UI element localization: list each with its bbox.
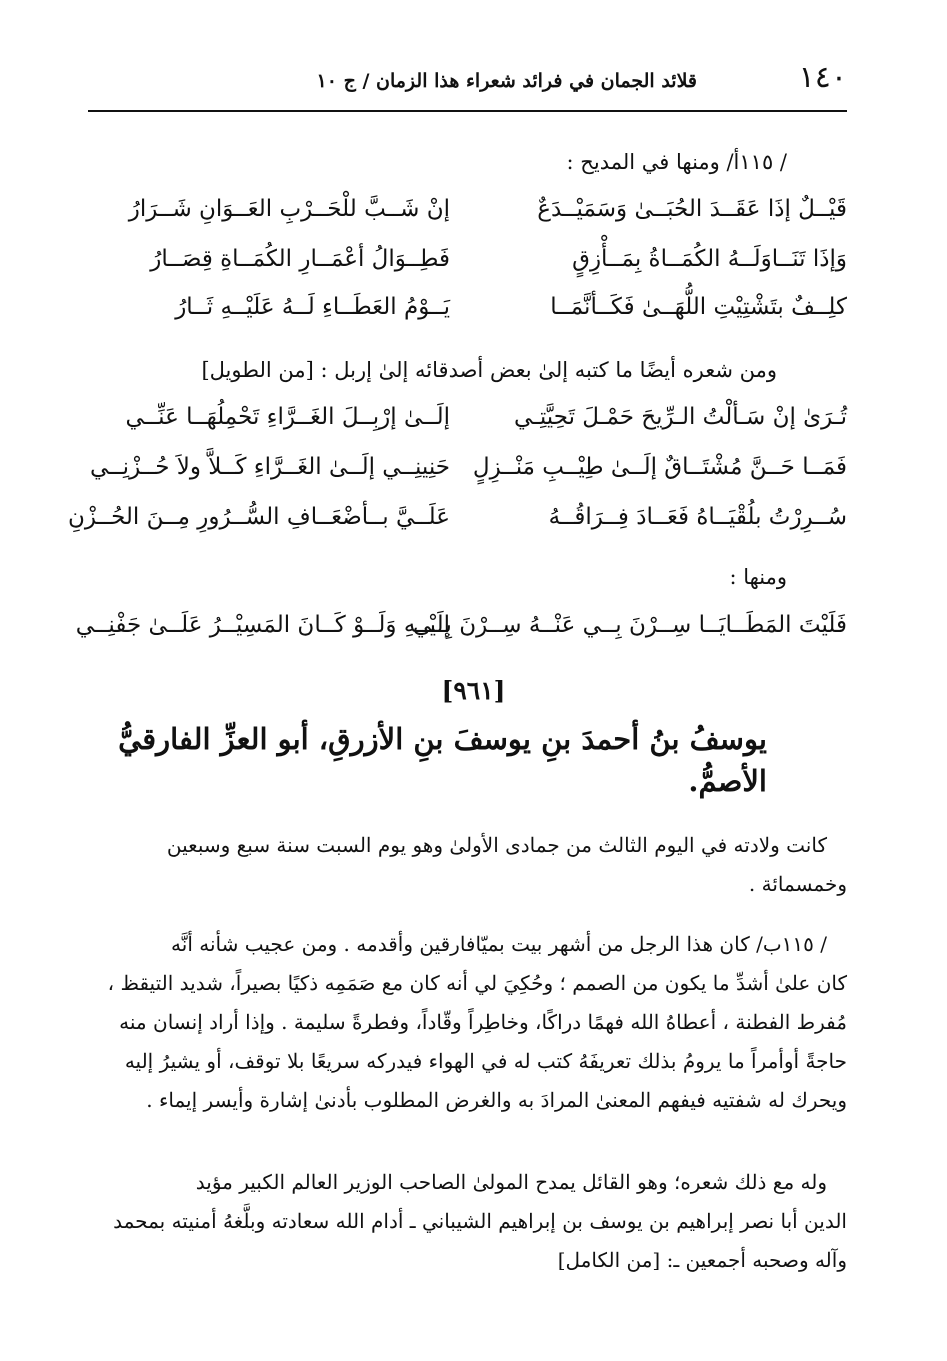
entry-number: [٩٦١]	[441, 676, 506, 705]
closing-line-1: وله مع ذلك شعره؛ وهو القائل يمدح المولىٰ الصاحب الوزير العالم الكبير مؤيد	[195, 1170, 827, 1194]
running-title: قلائد الجمان في فرائد شعراء هذا الزمان / ج ١٠	[316, 70, 697, 92]
verse-3-left: يَــوْمُ العَطَــاءِ لَــهُ عَلَيْــهِ ثَــارُ	[175, 294, 450, 320]
verse-2-left: فَطِــوَالُ أعْمَــارِ الكُمَــاةِ قِصَــارُ	[150, 246, 450, 272]
birth-paragraph	[92, 826, 847, 904]
verse-7-left: إلَيْــهِ وَلَــوْ كَــانَ المَسِيْــرُ عَلَــىٰ جَفْنِــي	[75, 612, 450, 638]
bio-line-1: / ١١٥ب/ كان هذا الرجل من أشهر بيت بميّافارقين وأقدمه . ومن عجيب شأنه أنَّه	[171, 932, 827, 956]
section1-intro: / ١١٥أ/ ومنها في المديح :	[566, 150, 787, 174]
verse-3-right: كلِــفٌ بتَشْتِيْتِ اللُّهَــىٰ فَكَــأنَّمَــا	[550, 294, 847, 320]
verse-5-left: حَنِينِــي إلَــىٰ الغَــرَّاءِ كَــلاَّ ولاَ حُــزْنِــي	[90, 454, 450, 480]
closing-paragraph	[92, 1163, 847, 1280]
verse-6-left: عَلَــيَّ بــأضْعَــافِ السُّــرُورِ مِــنَ الحُــزْنِ	[68, 504, 450, 530]
verse-2-right: وَإذَا تَنَــاوَلَــهُ الكُمَــاةُ بِمَــأْزِقٍ	[572, 246, 847, 272]
bio-paragraph	[92, 925, 847, 1120]
entry-title-line2: الأصمُّ.	[688, 764, 767, 798]
closing-line-3: وآله وصحبه أجمعين ـ: [من الكامل]	[557, 1248, 847, 1272]
birth-line-1: كانت ولادته في اليوم الثالث من جمادى الأولىٰ وهو يوم السبت سنة سبع وسبعين	[166, 833, 827, 857]
closing-line-2: الدين أبا نصر إبراهيم بن يوسف بن إبراهيم الشيباني ـ أدام الله سعادته وبلَّغهُ أمنيته بمحمد	[113, 1209, 847, 1233]
bio-line-2: كان علىٰ أشدِّ ما يكون من الصمم ؛ وحُكِيَ لي أنه كان مع صَمَمِه ذكيًا بصيراً، شديد التيقظ ،	[107, 971, 847, 995]
verse-5-right: فَمَــا حَــنَّ مُشْتَــاقٌ إلَــىٰ طِيْــبِ مَنْــزِلٍ	[472, 454, 847, 480]
verse-7-right: فَلَيْتَ المَطَــايَــا سِــرْنَ بِــي عَنْــهُ سِــرْنَ بِــي	[412, 612, 847, 638]
section2-intro: ومن شعره أيضًا ما كتبه إلىٰ بعض أصدقائه إلىٰ إربل : [من الطويل]	[201, 358, 777, 382]
page-header	[88, 60, 847, 100]
bio-line-3: مُفرط الفطنة ، أعطاهُ الله فهمًا دراكًا، وخاطِراً وقّاداً، وفطرةً سليمة . وإذا أراد إنسان منه	[119, 1010, 847, 1034]
verse-1-right: قَيْــلٌ إذَا عَقَــدَ الحُبَــىٰ وَسَمَيْــدَعٌ	[537, 196, 847, 222]
birth-line-2: وخمسمائة .	[748, 872, 847, 896]
verse-4-left: إلَــىٰ إرْبِــلَ الغَــرَّاءِ تَحْمِلُهَــا عَنِّــي	[125, 404, 450, 430]
section3-intro: ومنها :	[729, 565, 787, 589]
verse-1-left: إنْ شَــبَّ للْحَــرْبِ العَــوَانِ شَــرَارُ	[128, 196, 450, 222]
verse-6-right: سُــرِرْتُ بلُقْيَــاهُ فَعَــادَ فِــرَاقُــهُ	[548, 504, 847, 530]
header-rule	[88, 110, 847, 112]
bio-line-4: حاجةً أوأمراً ما يرومُ بذلك تعريفَهُ كتب له في الهواء فيدركه سريعًا بلا توقف، أو يشيرُ إليه	[124, 1049, 847, 1073]
page-number: ١٤٠	[798, 60, 847, 95]
verse-4-right: تُـرَىٰ إنْ سَـألْتُ الـرِّيحَ حَمْـلَ تَحِيَّتِـي	[513, 404, 847, 430]
bio-line-5: ويحرك له شفتيه فيفهم المعنىٰ المرادَ به والغرض المطلوب بأدنىٰ إشارة وأيسر إيماء .	[146, 1088, 847, 1112]
entry-title-line1: يوسفُ بنُ أحمدَ بنِ يوسفَ بنِ الأزرقِ، أبو العزِّ الفارقيُّ	[118, 722, 767, 756]
